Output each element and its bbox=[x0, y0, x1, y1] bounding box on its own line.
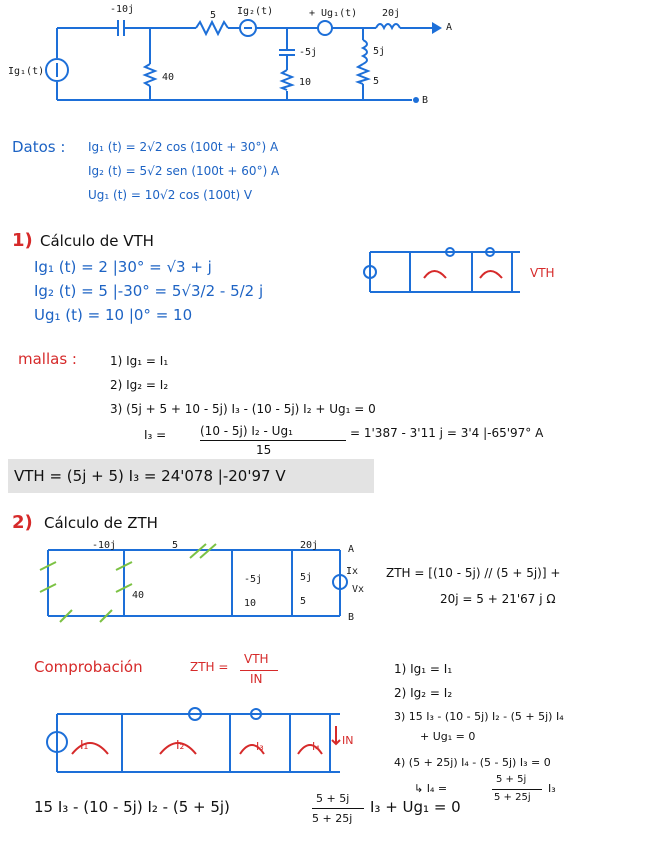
comprobacion-den: IN bbox=[250, 672, 263, 686]
zth-label-r4: 5 bbox=[300, 596, 307, 607]
label-isrc2: Ig₂(t) bbox=[237, 6, 274, 17]
section1-title: Cálculo de VTH bbox=[40, 232, 154, 250]
comp-eq-4b-arrow: ↳ I₄ = bbox=[414, 782, 448, 795]
comp-eq-2: 2) Ig₂ = I₂ bbox=[394, 686, 453, 700]
section1-line-1: Ig₁ (t) = 2 |30° = √3 + j bbox=[34, 258, 212, 276]
zth-label-l2: 5j bbox=[300, 572, 313, 583]
zth-node-a: A bbox=[348, 544, 355, 555]
comp-eq-3b: + Ug₁ = 0 bbox=[420, 730, 476, 743]
datos-line-2: Ig₂ (t) = 5√2 sen (100t + 60°) A bbox=[88, 164, 280, 178]
zth-vx-label: Vx bbox=[352, 584, 365, 595]
zth-label-r1: 5 bbox=[172, 540, 179, 551]
node-a-label: A bbox=[446, 22, 453, 33]
section2-title: Cálculo de ZTH bbox=[44, 514, 158, 532]
section1-line-3: Ug₁ (t) = 10 |0° = 10 bbox=[34, 306, 193, 324]
section2-number: 2) bbox=[12, 512, 33, 533]
vth-result: VTH = (5j + 5) I₃ = 24'078 |-20'97 V bbox=[14, 467, 286, 485]
final-eq-num: 5 + 5j bbox=[316, 792, 350, 805]
datos-line-1: Ig₁ (t) = 2√2 cos (100t + 30°) A bbox=[88, 140, 279, 154]
label-r2: 40 bbox=[162, 72, 175, 83]
label-r4: 5 bbox=[373, 76, 380, 87]
label-isrc1: Ig₁(t) bbox=[8, 66, 45, 77]
label-vsrc: + Ug₁(t) bbox=[309, 8, 358, 19]
label-l1: 20j bbox=[382, 8, 401, 19]
label-c2: -5j bbox=[299, 47, 318, 58]
i3-numerator: (10 - 5j) I₂ - Ug₁ bbox=[200, 424, 293, 438]
zth-ix-label: Ix bbox=[346, 566, 359, 577]
datos-line-3: Ug₁ (t) = 10√2 cos (100t) V bbox=[88, 188, 253, 202]
comp-eq-4b-tail: I₃ bbox=[548, 782, 556, 795]
i3-denominator: 15 bbox=[256, 443, 272, 457]
mesh-label-i4: I₄ bbox=[312, 740, 320, 753]
mallas-eq-1: 1) Ig₁ = I₁ bbox=[110, 354, 169, 368]
comp-eq-4b-bar bbox=[492, 789, 542, 790]
mesh-label-i3: I₃ bbox=[256, 740, 264, 753]
mallas-eq-3: 3) (5j + 5 + 10 - 5j) I₃ - (10 - 5j) I₂ + Ug₁ = 0 bbox=[110, 402, 376, 416]
label-r1: 5 bbox=[210, 10, 217, 21]
mallas-eq-2: 2) Ig₂ = I₂ bbox=[110, 378, 169, 392]
label-c1: -10j bbox=[110, 4, 135, 15]
zth-label-c1: -10j bbox=[92, 540, 117, 551]
comp-eq-4b-num: 5 + 5j bbox=[496, 774, 527, 785]
node-b-label: B bbox=[422, 95, 429, 106]
datos-heading: Datos : bbox=[12, 138, 66, 156]
final-eq-den: 5 + 25j bbox=[312, 812, 353, 825]
i3-result: = 1'387 - 3'11 j = 3'4 |-65'97° A bbox=[350, 426, 544, 440]
mesh-label-i1: I₁ bbox=[80, 738, 89, 752]
comp-eq-4b-den: 5 + 25j bbox=[494, 792, 531, 803]
mesh-label-i2: I₂ bbox=[176, 738, 185, 752]
vth-mini-circuit bbox=[340, 240, 560, 300]
comprobacion-num: VTH bbox=[244, 652, 269, 666]
comp-eq-4: 4) (5 + 25j) I₄ - (5 - 5j) I₃ = 0 bbox=[394, 756, 551, 769]
comp-eq-1: 1) Ig₁ = I₁ bbox=[394, 662, 453, 676]
mallas-heading: mallas : bbox=[18, 350, 77, 368]
section1-line-2: Ig₂ (t) = 5 |-30° = 5√3/2 - 5/2 j bbox=[34, 282, 264, 300]
label-r3: 10 bbox=[299, 77, 312, 88]
comprobacion-fraction-bar bbox=[240, 670, 278, 671]
zth-circuit-diagram bbox=[0, 530, 380, 625]
label-l2: 5j bbox=[373, 46, 386, 57]
i3-fraction-bar bbox=[200, 440, 346, 441]
section1-number: 1) bbox=[12, 230, 33, 251]
i3-lhs: I₃ = bbox=[144, 428, 167, 442]
mesh-circuit-diagram bbox=[0, 690, 380, 785]
final-eq-bar bbox=[312, 808, 364, 809]
comp-eq-3a: 3) 15 I₃ - (10 - 5j) I₂ - (5 + 5j) I₄ bbox=[394, 710, 564, 723]
mesh-label-in: IN bbox=[342, 734, 354, 747]
zth-label-c2: -5j bbox=[244, 574, 263, 585]
zth-label-r3: 10 bbox=[244, 598, 257, 609]
comprobacion-zth: ZTH = bbox=[190, 660, 229, 674]
mini-vth-label: VTH bbox=[530, 266, 555, 280]
zth-node-b: B bbox=[348, 612, 355, 623]
zth-line-2: 20j = 5 + 21'67 j Ω bbox=[440, 592, 556, 606]
zth-label-r2: 40 bbox=[132, 590, 145, 601]
final-eq-a: 15 I₃ - (10 - 5j) I₂ - (5 + 5j) bbox=[34, 798, 230, 816]
zth-line-1: ZTH = [(10 - 5j) // (5 + 5j)] + bbox=[386, 566, 561, 580]
final-eq-b: I₃ + Ug₁ = 0 bbox=[370, 798, 461, 816]
comprobacion-title: Comprobación bbox=[34, 658, 143, 676]
zth-label-l1: 20j bbox=[300, 540, 319, 551]
